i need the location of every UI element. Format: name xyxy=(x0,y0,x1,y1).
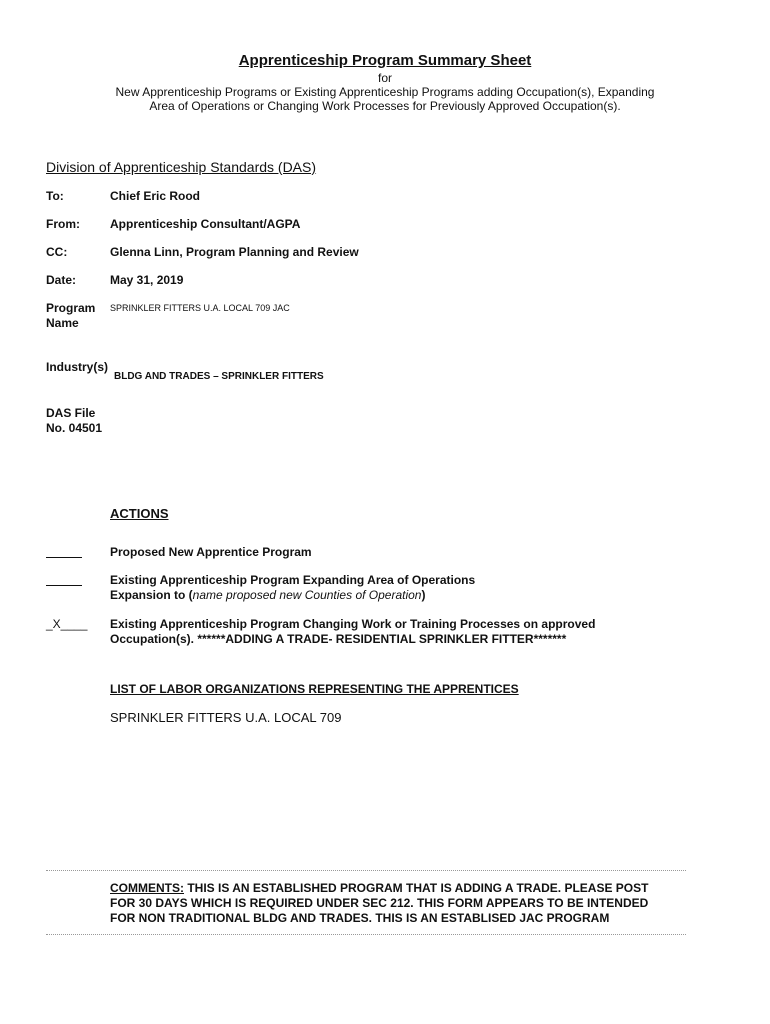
comments-block xyxy=(110,881,648,926)
comments-line-3: FOR NON TRADITIONAL BLDG AND TRADES. THIS IS AN ESTABLISED JAC PROGRAM xyxy=(110,911,610,925)
action-2-line-2 xyxy=(110,588,425,603)
comments-line-1 xyxy=(110,881,648,896)
industry-value: BLDG AND TRADES – SPRINKLER FITTERS xyxy=(114,371,324,382)
comments-line-2: FOR 30 DAYS WHICH IS REQUIRED UNDER SEC 212. THIS FORM APPEARS TO BE INTENDED xyxy=(110,896,649,910)
action-2-line-2-italic: name proposed new Counties of Operation xyxy=(192,588,422,602)
comments-top-rule xyxy=(46,870,686,871)
program-label-2: Name xyxy=(46,316,79,330)
actions-heading: ACTIONS xyxy=(110,506,169,521)
subtitle-line-2: Area of Operations or Changing Work Processes for Previously Approved Occupation(s). xyxy=(149,99,621,113)
date-value: May 31, 2019 xyxy=(110,273,184,287)
action-2-blank xyxy=(46,585,82,586)
cc-label: CC: xyxy=(46,245,68,259)
division-heading: Division of Apprenticeship Standards (DAS) xyxy=(46,159,317,175)
to-label: To: xyxy=(46,189,64,203)
das-file-label-1: DAS File xyxy=(46,406,96,420)
title-for: for xyxy=(377,71,392,85)
comments-label: COMMENTS: xyxy=(110,881,184,895)
program-label-1: Program xyxy=(46,301,96,315)
action-2-line-1: Existing Apprenticeship Program Expanding Area of Operations xyxy=(110,573,476,587)
labor-value: SPRINKLER FITTERS U.A. LOCAL 709 xyxy=(110,710,342,725)
action-1-text: Proposed New Apprentice Program xyxy=(110,545,312,559)
action-3-line-1: Existing Apprenticeship Program Changing Work or Training Processes on approved xyxy=(110,617,596,631)
cc-value: Glenna Linn, Program Planning and Review xyxy=(110,245,359,259)
action-2-line-2-end: ) xyxy=(421,588,426,602)
comments-text-1: THIS IS AN ESTABLISHED PROGRAM THAT IS ADDING A TRADE. PLEASE POST xyxy=(184,881,649,895)
from-value: Apprenticeship Consultant/AGPA xyxy=(110,217,301,231)
page-title: Apprenticeship Program Summary Sheet xyxy=(238,52,532,69)
from-label: From: xyxy=(46,217,80,231)
to-value: Chief Eric Rood xyxy=(110,189,201,203)
date-label: Date: xyxy=(46,273,77,287)
action-3-line-2: Occupation(s). ******ADDING A TRADE- RESIDENTIAL SPRINKLER FITTER******* xyxy=(110,632,567,646)
labor-heading: LIST OF LABOR ORGANIZATIONS REPRESENTING THE APPRENTICES xyxy=(110,682,519,696)
subtitle-line-1: New Apprenticeship Programs or Existing Apprenticeship Programs adding Occupation(s), Expanding xyxy=(115,85,655,99)
action-2-line-2-start: Expansion to ( xyxy=(110,588,193,602)
action-3-mark: _X____ xyxy=(46,617,88,631)
industry-label: Industry(s) xyxy=(46,360,109,374)
action-1-blank xyxy=(46,557,82,558)
das-file-label-2: No. 04501 xyxy=(46,421,103,435)
program-value: SPRINKLER FITTERS U.A. LOCAL 709 JAC xyxy=(110,303,290,313)
comments-bottom-rule xyxy=(46,934,686,935)
